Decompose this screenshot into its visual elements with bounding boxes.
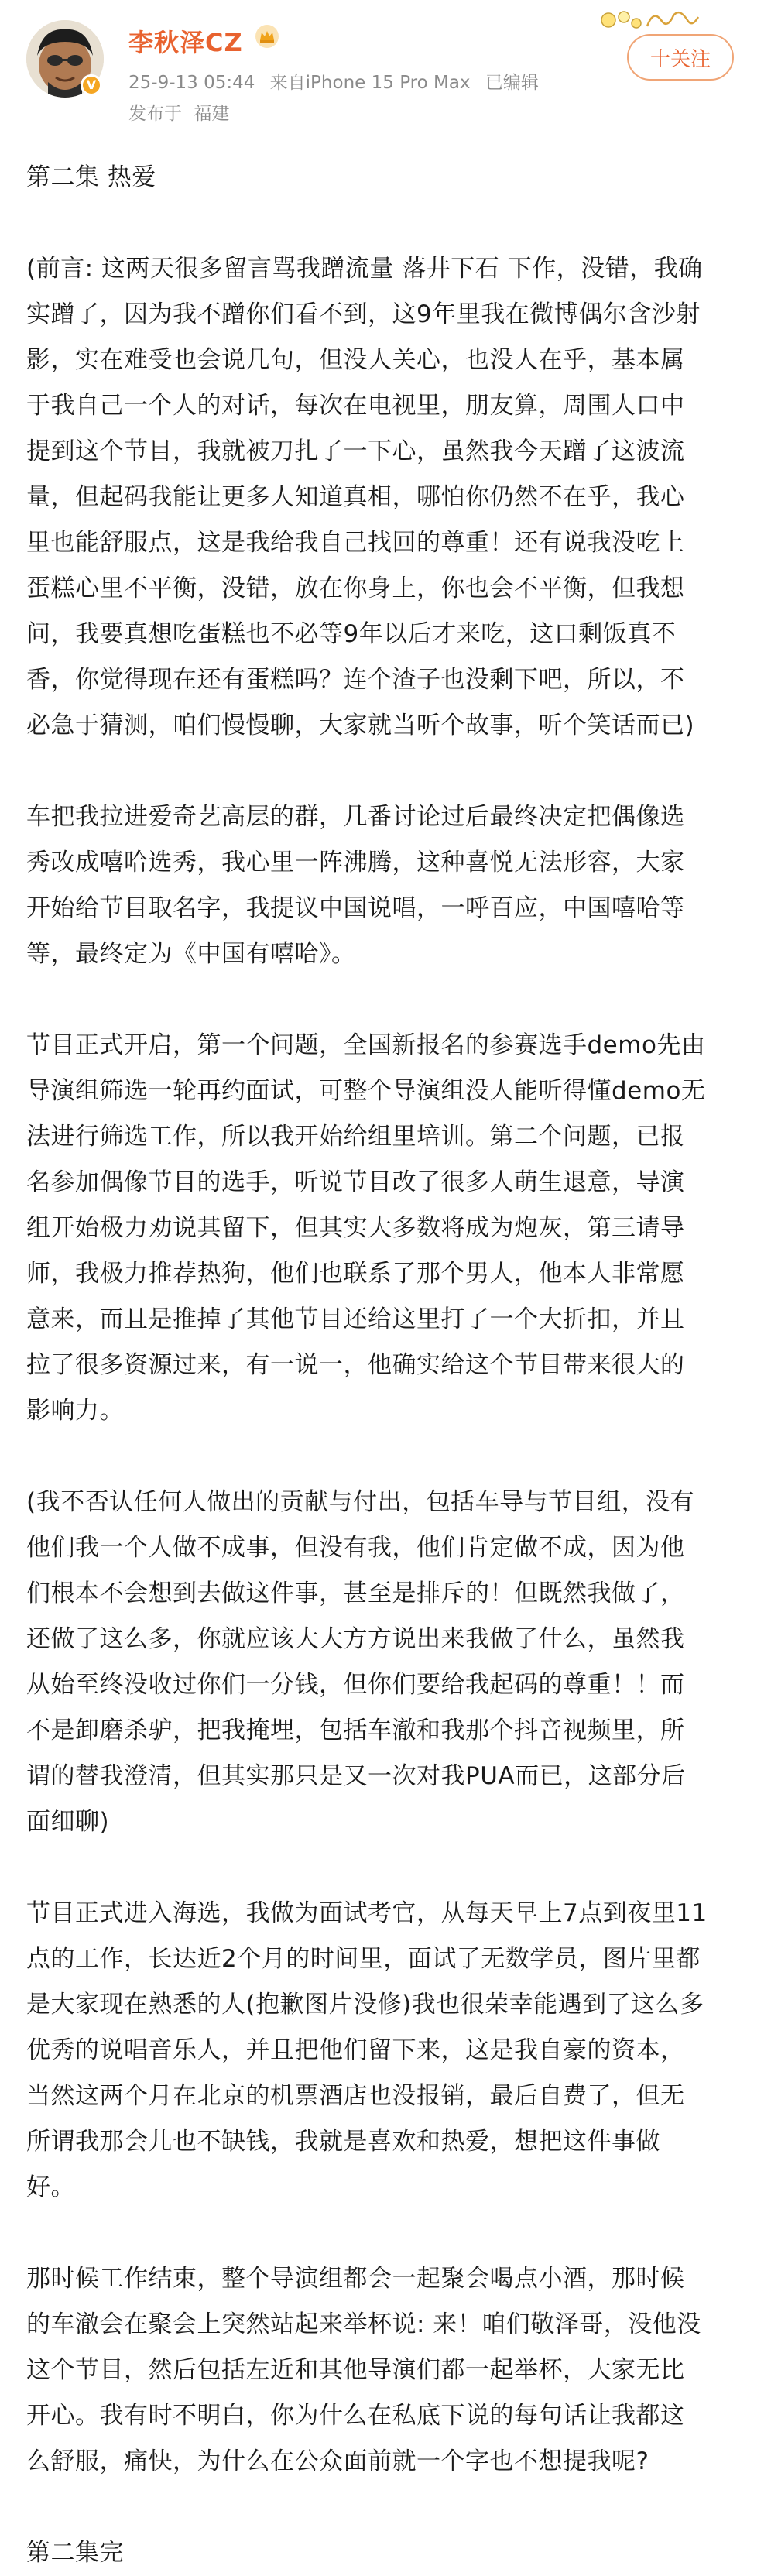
paragraph: 车把我拉进爱奇艺高层的群，几番讨论过后最终决定把偶像选秀改成嘻哈选秀，我心里一阵沸腾，这种喜悦无法形容，大家开始给节目取名字，我提议中国说唱，一呼百应，中国嘻哈等等，最终定为《中国有嘻哈》。 [26,803,685,968]
decoration-sticker-icon [596,5,704,36]
location-prefix: 发布于 [128,104,182,124]
paragraph: 那时候工作结束，整个导演组都会一起聚会喝点小酒，那时候的车澈会在聚会上突然站起来举杯说: 来！咱们敬泽哥，没他没这个节目，然后包括左近和其他导演们都一起举杯，大家无比开心。我有时不明白，你为什么在私底下说的每句话让我都这么舒服，痛快，为什么在公众面前就一个字也不想提我呢? [26,2265,701,2475]
paragraph: 节目正式进入海选，我做为面试考官，从每天早上7点到夜里11点的工作，长达近2个月的时间里，面试了无数学员，图片里都是大家现在熟悉的人(抱歉图片没修)我也很荣幸能遇到了这么多优秀的说唱音乐人，并且把他们留下来，这是我自豪的资本，当然这两个月在北京的机票酒店也没报销，最后自费了，但无所谓我那会儿也不缺钱，我就是喜欢和热爱，想把这件事做好。 [26,1899,708,2201]
location-name: 福建 [194,104,230,124]
post-content [26,155,708,2576]
author-name[interactable]: 李秋泽CZ [128,28,243,57]
paragraph: 节目正式开启，第一个问题，全国新报名的参赛选手demo先由导演组筛选一轮再约面试，可整个导演组没人能听得懂demo无法进行筛选工作，所以我开始给组里培训。第二个问题，已报名参加偶像节目的选手，听说节目改了很多人萌生退意，导演组开始极力劝说其留下，但其实大多数将成为炮灰，第三请导师，我极力推荐热狗，他们也联系了那个男人，他本人非常愿意来，而且是推掉了其他节目还给这里打了一个大折扣，并且拉了很多资源过来，有一说一，他确实给这个节目带来很大的影响力。 [26,1031,706,1425]
crown-icon [254,23,280,50]
post-location [128,99,235,125]
post-meta [128,68,548,94]
paragraph: (我不否认任何人做出的贡献与付出，包括车导与节目组，没有他们我一个人做不成事，但没有我，他们肯定做不成，因为他们根本不会想到去做这件事，甚至是排斥的！但既然我做了，还做了这么多，你就应该大大方方说出来我做了什么，虽然我从始至终没收过你们一分钱，但你们要给我起码的尊重！！而不是卸磨杀驴，把我掩埋，包括车澈和我那个抖音视频里，所谓的替我澄清，但其实那只是又一次对我PUA而已，这部分后面细聊) [26,1488,695,1836]
follow-button-label: 十关注 [649,47,711,71]
paragraph-title: 第二集 热爱 [26,163,156,191]
verified-badge-icon: V [81,74,102,96]
post-source: 来自iPhone 15 Pro Max [269,73,471,93]
paragraph: (前言: 这两天很多留言骂我蹭流量 落井下石 下作，没错，我确实蹭了，因为我不蹭你们看不到，这9年里我在微博偶尔含沙射影，实在难受也会说几句，但没人关心，也没人在乎，基本属于我自己一个人的对话，每次在电视里，朋友算，周围人口中提到这个节目，我就被刀扎了一下心，虽然我今天蹭了这波流量，但起码我能让更多人知道真相，哪怕你仍然不在乎，我心里也能舒服点，这是我给我自己找回的尊重！还有说我没吃上蛋糕心里不平衡，没错，放在你身上，你也会不平衡，但我想问，我要真想吃蛋糕也不必等9年以后才来吃，这口剩饭真不香，你觉得现在还有蛋糕吗？连个渣子也没剩下吧，所以，不必急于猜测，咱们慢慢聊，大家就当听个故事，听个笑话而已) [26,255,703,739]
follow-button[interactable] [627,34,734,81]
post-timestamp: 25-9-13 05:44 [128,73,255,93]
paragraph-ending: 第二集完 [26,2539,124,2567]
post-header [0,0,771,147]
edited-label[interactable]: 已编辑 [485,73,539,93]
